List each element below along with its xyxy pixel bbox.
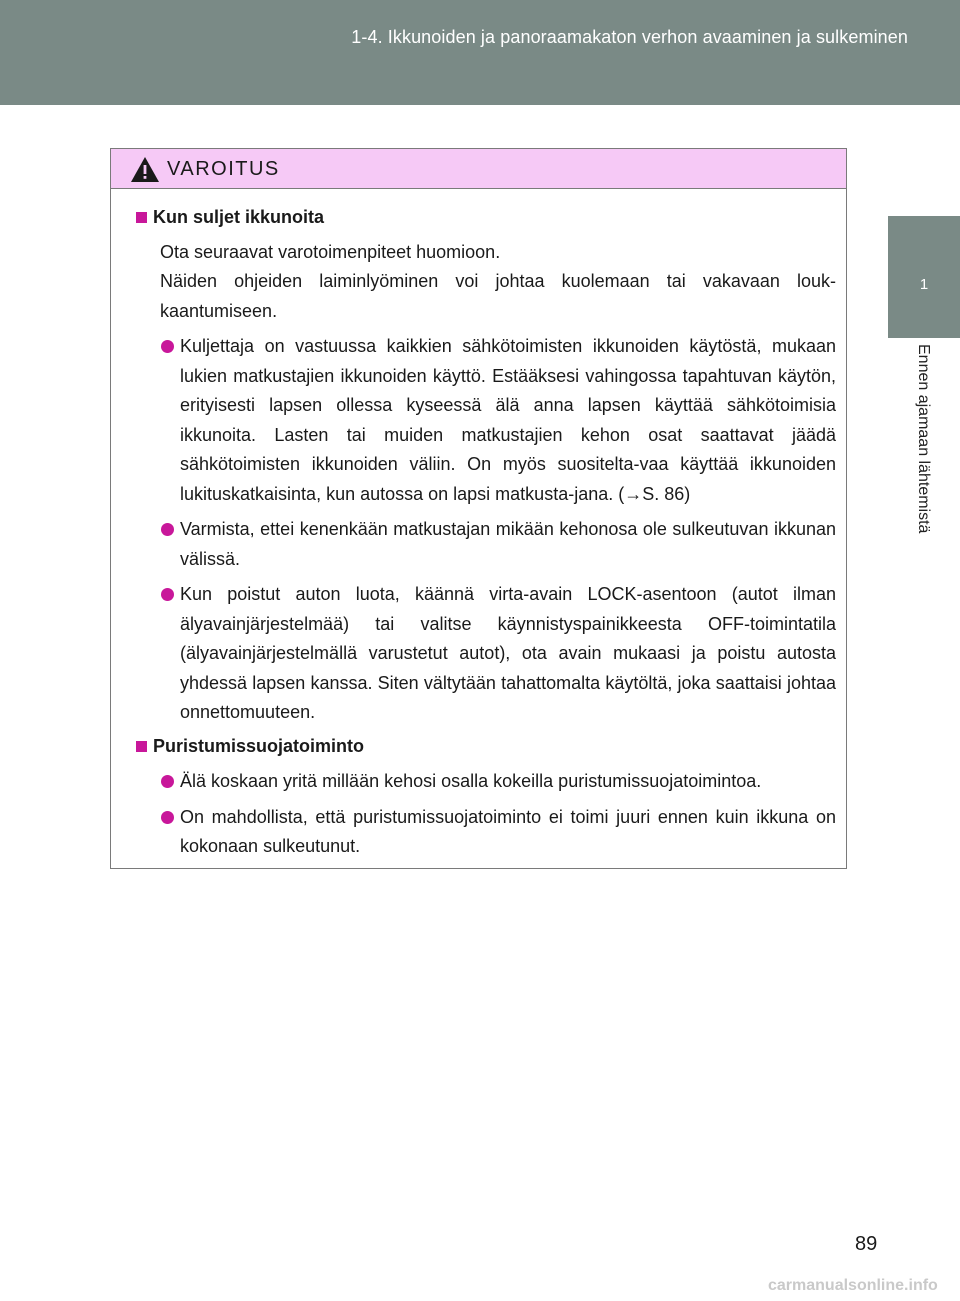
chapter-tab — [888, 216, 960, 338]
intro-line: Näiden ohjeiden laiminlyöminen voi johtaa kuolemaan tai vakavaan louk-kaantumiseen. — [160, 271, 836, 321]
warning-content — [111, 189, 846, 862]
section-heading-text: Puristumissuojatoiminto — [153, 735, 365, 756]
list-item — [136, 332, 836, 509]
warning-header — [111, 149, 846, 189]
list-item — [136, 767, 836, 797]
list-item — [136, 580, 836, 728]
list-item-text: On mahdollista, että puristumissuojatoiminto ei toimi juuri ennen kuin ikkuna on kokonaan sulkeutunut. — [180, 806, 836, 856]
section-heading-text: Kun suljet ikkunoita — [153, 207, 325, 227]
round-bullet-icon — [161, 811, 174, 824]
list-item-text: Varmista, ettei kenenkään matkustajan mikään kehonosa ole sulkeutuvan ikkunan välissä. — [180, 519, 836, 569]
intro-paragraph — [136, 238, 836, 327]
round-bullet-icon — [161, 775, 174, 788]
list-item-text: Kun poistut auton luota, käännä virta-avain LOCK-asentoon (autot ilman älyavainjärjestelmää) tai valitse käynnistyspainikkeesta OFF-toimintatila (älyavainjärjestelmällä varustetut autot), ota avain mukaasi ja poistu autosta yhdessä lapsen kanssa. Siten vältytään tahattomalta käytöltä, joka saattaisi johtaa onnettomuuteen. — [180, 584, 836, 722]
round-bullet-icon — [161, 523, 174, 536]
round-bullet-icon — [161, 588, 174, 601]
list-item-text: Älä koskaan yritä millään kehosi osalla kokeilla puristumissuojatoimintoa. — [180, 771, 762, 791]
section-title: 1-4. Ikkunoiden ja panoraamakaton verhon avaaminen ja sulkeminen — [351, 27, 908, 47]
section-heading — [136, 203, 836, 233]
list-item-text: Kuljettaja on vastuussa kaikkien sähkötoimisten ikkunoiden käytöstä, mukaan lukien matkustajien ikkunoiden käyttö. Estääksesi vahingossa tapahtuvan käytön, erityisesti lapsen ollessa kyseessä älä anna lapsen käyttää sähkötoimisia ikkunoita. Lasten tai muiden matkustajien kehon osat saattavat jäädä sähkötoimisten ikkunoiden väliin. On myös suositelta-vaa käyttää ikkunoiden lukituskatkaisinta, kun autossa on lapsi matkusta-jana. (→S. 86) — [180, 336, 836, 504]
section-heading — [136, 732, 836, 762]
warning-box — [110, 148, 847, 869]
watermark[interactable]: carmanualsonline.info — [768, 1277, 938, 1294]
list-item — [136, 803, 836, 862]
chapter-title: Ennen ajamaan lähtemistä — [915, 344, 932, 534]
square-bullet-icon — [136, 741, 147, 752]
list-item — [136, 515, 836, 574]
intro-line: Ota seuraavat varotoimenpiteet huomioon. — [160, 241, 501, 262]
round-bullet-icon — [161, 340, 174, 353]
warning-title: VAROITUS — [167, 158, 280, 180]
header-bar — [0, 0, 960, 105]
square-bullet-icon — [136, 212, 147, 223]
chapter-label-area — [888, 338, 960, 598]
warning-triangle-icon — [130, 156, 160, 183]
chapter-number: 1 — [919, 276, 929, 293]
page-number: 89 — [855, 1233, 878, 1255]
